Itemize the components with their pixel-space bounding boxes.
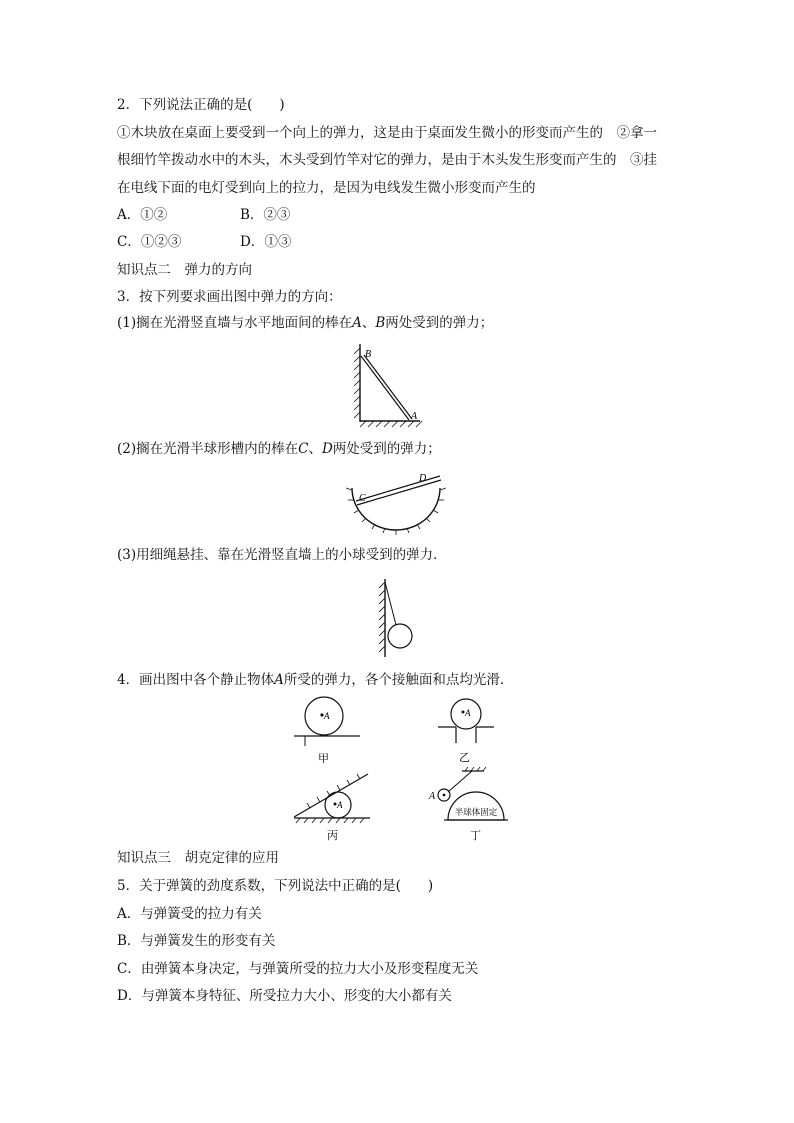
label-a: A xyxy=(324,711,330,721)
stem-text: 4．画出图中各个静止物体 xyxy=(117,672,275,688)
figure-rod-hemispherical-groove xyxy=(344,470,448,534)
section-heading-2: 知识点二 弹力的方向 xyxy=(117,262,252,278)
q2-statement-line-3: 在电线下面的电灯受到向上的拉力，是因为电线发生微小形变而产生的 xyxy=(117,180,536,196)
option-letter: A． xyxy=(117,207,141,223)
label-a: A xyxy=(429,791,436,802)
separator: 、 xyxy=(361,315,376,331)
label-c: C xyxy=(359,493,366,504)
part-text: 两处受到的弹力； xyxy=(332,441,441,457)
q5-stem: 5．关于弹簧的劲度系数，下列说法中正确的是( ) xyxy=(117,878,434,894)
figure-jia-ball-on-ground xyxy=(292,696,362,766)
label-d: D xyxy=(419,473,427,484)
q5-option-c: C．由弹簧本身决定，与弹簧所受的拉力大小及形变程度无关 xyxy=(117,961,479,977)
q3-part-3: (3)用细绳悬挂、靠在光滑竖直墙上的小球受到的弹力． xyxy=(117,547,447,563)
q2-option-a xyxy=(117,206,167,224)
option-letter: C． xyxy=(117,234,141,250)
figure-ding-ball-on-hemisphere xyxy=(426,766,520,844)
separator: 、 xyxy=(308,441,322,457)
label-a: A xyxy=(411,411,418,422)
option-letter: B． xyxy=(240,207,264,223)
label-hemisphere-fixed: 半球体固定 xyxy=(454,807,498,817)
q3-stem: 3．按下列要求画出图中弹力的方向： xyxy=(117,289,342,305)
figure-ball-against-wall xyxy=(374,578,420,658)
figure-bing-ball-in-wedge xyxy=(290,770,374,844)
option-text: ②③ xyxy=(263,207,291,223)
caption-bing: 丙 xyxy=(327,830,338,842)
q5-option-b: B．与弹簧发生的形变有关 xyxy=(117,933,276,949)
option-text: ①② xyxy=(140,207,168,223)
variable-d: D xyxy=(321,441,333,457)
q2-stem: 2．下列说法正确的是( ) xyxy=(117,97,285,113)
variable-a: A xyxy=(352,315,362,331)
variable-c: C xyxy=(298,441,309,457)
part-text: 两处受到的弹力； xyxy=(385,315,494,331)
q2-option-d xyxy=(240,233,291,251)
stem-text: 所受的弹力，各个接触面和点均光滑． xyxy=(283,672,514,688)
option-text: ①②③ xyxy=(140,234,182,250)
caption-ding: 丁 xyxy=(470,830,481,842)
section-heading-3: 知识点三 胡克定律的应用 xyxy=(117,850,279,866)
q3-part-2 xyxy=(117,440,441,458)
option-text: ①③ xyxy=(264,234,292,250)
q2-statement-line-1: ①木块放在桌面上要受到一个向上的弹力，这是由于桌面发生微小的形变而产生的 ②拿一 xyxy=(117,125,657,141)
label-b: B xyxy=(365,349,372,360)
q3-part-1 xyxy=(117,314,493,332)
q4-stem xyxy=(117,671,513,689)
caption-yi: 乙 xyxy=(459,752,470,764)
label-a: A xyxy=(465,708,471,718)
figure-yi-ball-on-two-supports xyxy=(436,696,502,766)
label-a: A xyxy=(337,800,343,810)
q2-option-b xyxy=(240,206,290,224)
part-text: (2)搁在光滑半球形槽内的棒在 xyxy=(117,441,299,457)
q2-option-c xyxy=(117,233,181,251)
part-text: (1)搁在光滑竖直墙与水平地面间的棒在 xyxy=(117,315,353,331)
q2-statement-line-2: 根细竹竿拨动水中的木头，木头受到竹竿对它的弹力，是由于木头发生形变而产生的 ③挂 xyxy=(117,152,657,168)
variable-b: B xyxy=(375,315,386,331)
variable-a: A xyxy=(274,672,284,688)
q5-option-a: A．与弹簧受的拉力有关 xyxy=(117,906,262,922)
figure-rod-wall-floor xyxy=(346,342,426,424)
option-letter: D． xyxy=(240,234,265,250)
caption-jia: 甲 xyxy=(318,753,329,765)
q5-option-d: D．与弹簧本身特征、所受拉力大小、形变的大小都有关 xyxy=(117,988,452,1004)
